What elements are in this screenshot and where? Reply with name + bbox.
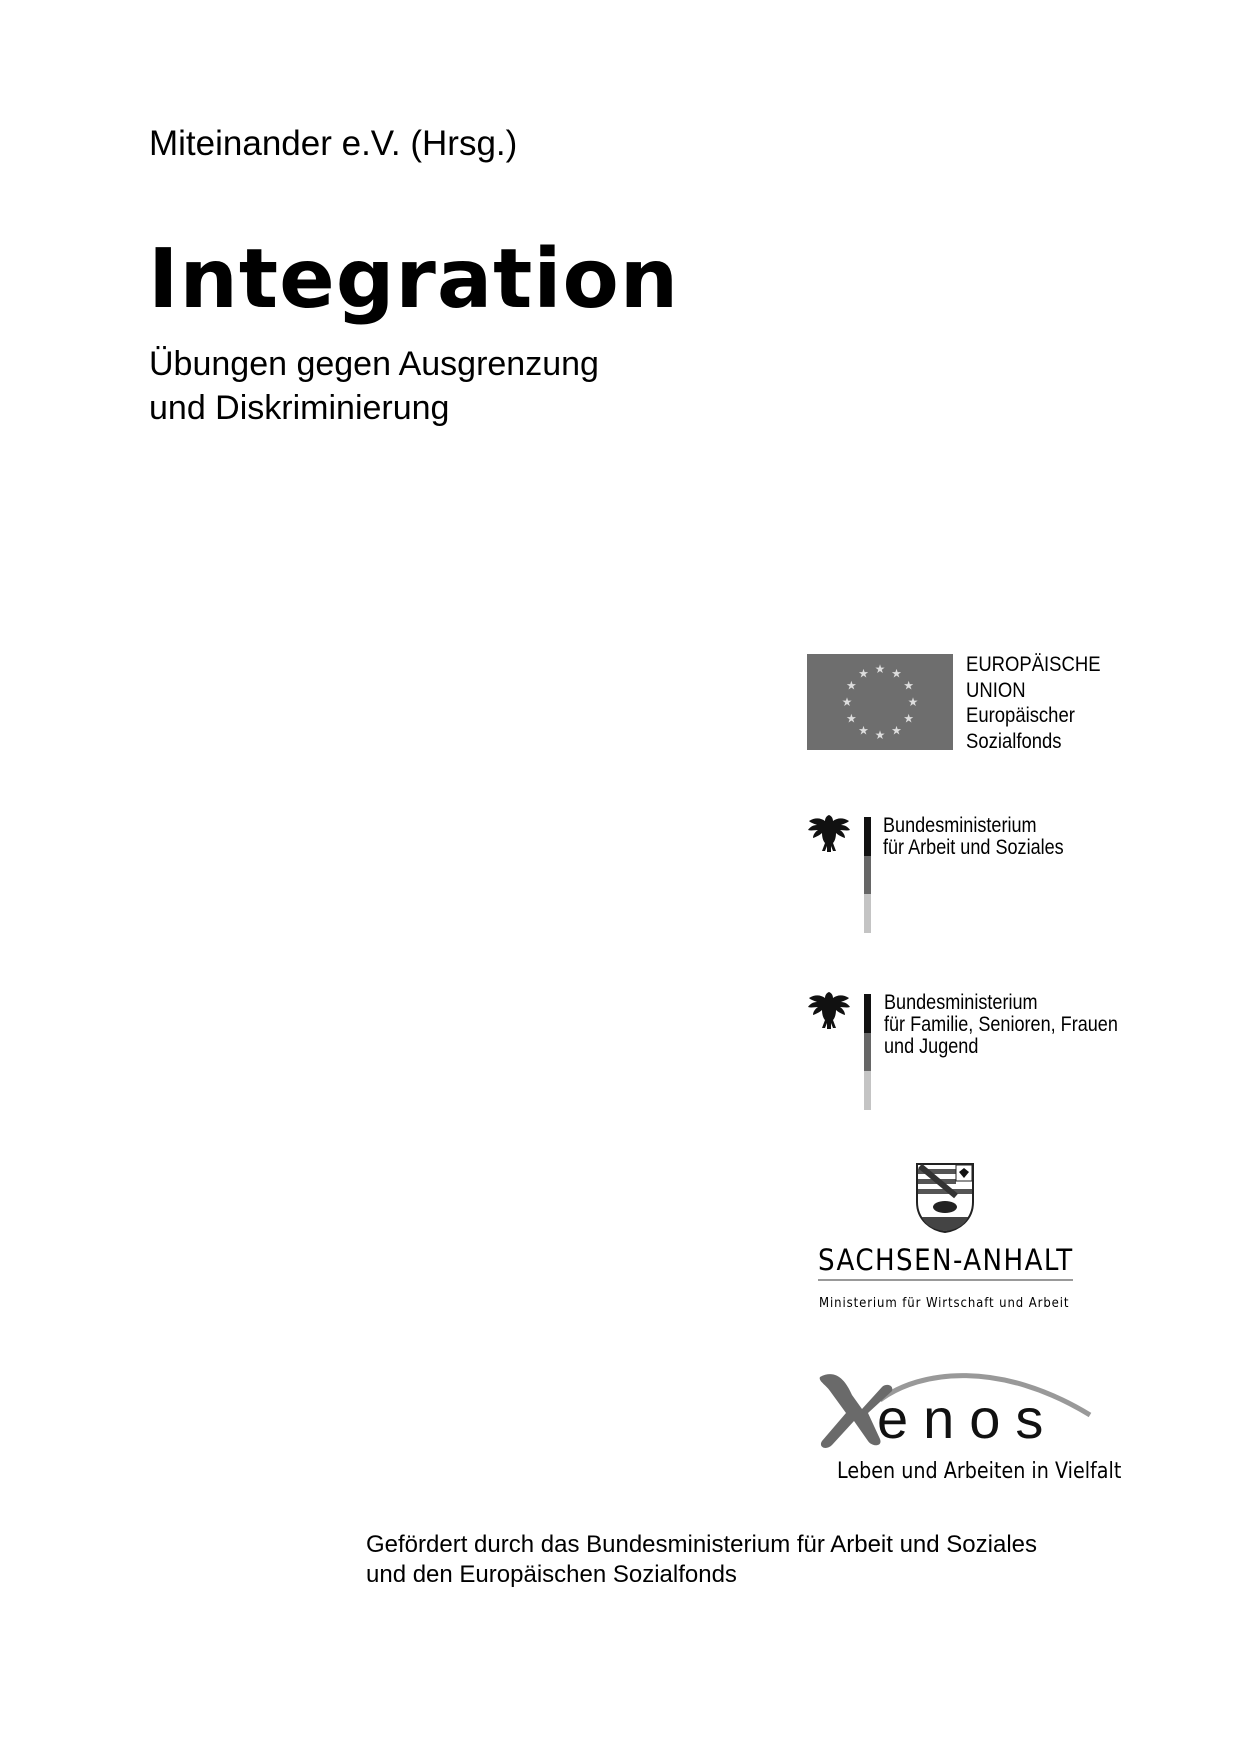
- eu-line: EUROPÄISCHE: [966, 653, 1101, 676]
- funding-line: Gefördert durch das Bundesministerium für Arbeit und Soziales: [366, 1531, 1038, 1558]
- bmas-logo-text: [883, 815, 1064, 859]
- star-icon: ★: [907, 695, 919, 709]
- eu-line: Europäischer: [966, 704, 1075, 727]
- sachsen-anhalt-crest-icon: [916, 1163, 974, 1238]
- subtitle-line-2: und Diskriminierung: [149, 389, 450, 427]
- xenos-name: enos: [877, 1387, 1059, 1450]
- eu-flag-icon: [807, 654, 953, 750]
- star-icon: ★: [841, 695, 853, 709]
- star-icon: ★: [858, 723, 869, 738]
- star-icon: ★: [846, 711, 857, 726]
- document-title: Integration: [148, 232, 680, 327]
- sachsen-anhalt-ministry: Ministerium für Wirtschaft und Arbeit: [819, 1296, 1070, 1311]
- star-icon: ★: [903, 711, 914, 726]
- bmfsfj-line: und Jugend: [884, 1035, 979, 1058]
- bmfsfj-line: für Familie, Senioren, Frauen: [884, 1013, 1118, 1036]
- eu-line: Sozialfonds: [966, 729, 1062, 753]
- star-icon: ★: [846, 678, 857, 693]
- bmas-line: für Arbeit und Soziales: [883, 836, 1064, 859]
- eu-line: UNION: [966, 678, 1026, 702]
- bmfsfj-line: Bundesministerium: [884, 991, 1038, 1014]
- subtitle-line-1: Übungen gegen Ausgrenzung: [149, 345, 599, 383]
- star-icon: ★: [891, 723, 902, 738]
- funding-line: und den Europäischen Sozialfonds: [366, 1561, 737, 1588]
- xenos-tagline: Leben und Arbeiten in Vielfalt: [837, 1459, 1122, 1484]
- star-icon: ★: [874, 662, 886, 676]
- star-icon: ★: [858, 666, 869, 681]
- divider: [818, 1279, 1073, 1281]
- federal-eagle-icon: [807, 990, 853, 1039]
- eu-logo-text: [966, 652, 1101, 754]
- editor-line: Miteinander e.V. (Hrsg.): [149, 124, 518, 163]
- star-icon: ★: [874, 728, 886, 742]
- funding-note: [366, 1530, 1037, 1590]
- sachsen-anhalt-name: SACHSEN-ANHALT: [818, 1243, 1074, 1277]
- bmas-line: Bundesministerium: [883, 814, 1037, 837]
- bmfsfj-logo-text: [884, 992, 1118, 1058]
- eu-logo: [807, 654, 953, 755]
- star-icon: ★: [891, 666, 902, 681]
- star-icon: ★: [903, 678, 914, 693]
- federal-eagle-icon: [807, 813, 853, 862]
